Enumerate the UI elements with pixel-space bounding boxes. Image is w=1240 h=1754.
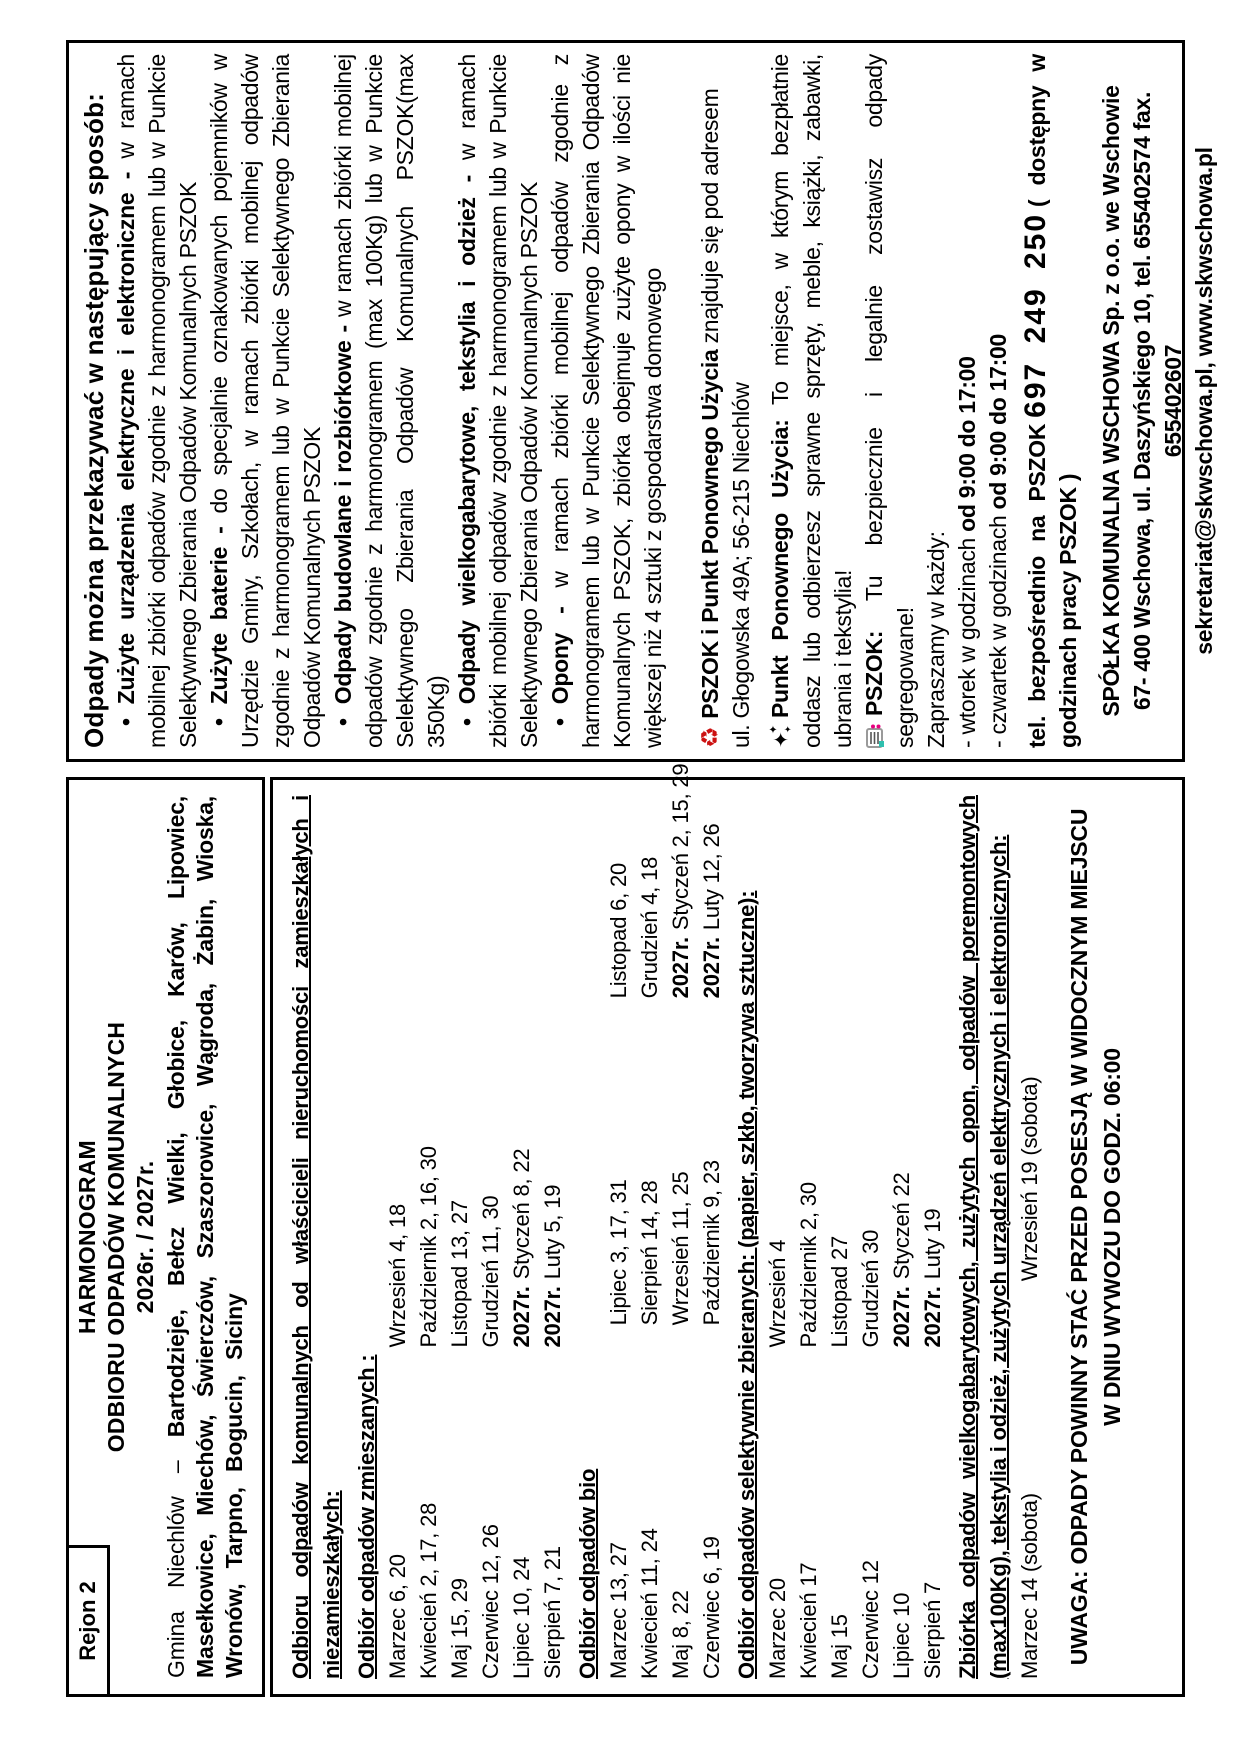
bullet-text: do specjalnie oznakowanych pojemników w Urzędzie Gminy, Szkołach, w ramach zbiórki mobilnej odpadów zgodnie z harmonogramem lub w Punkcie Selektywnego Zbierania Odpadów Komunalnych PSZOK — [206, 53, 325, 748]
dates: Styczeń 22 — [889, 1172, 914, 1280]
schedule-cell — [762, 795, 793, 1348]
hours-label: - czwartek w godzinach — [985, 509, 1011, 748]
schedule-cell — [537, 795, 568, 1348]
schedule-cell — [603, 795, 634, 998]
ppu-rest: To miejsce, w którym bezpłatnie oddasz lub odbierzesz sprawne sprzęty, meble, książki, zabawki, ubrania i tekstylia! — [767, 54, 856, 748]
bullet-item — [328, 54, 452, 748]
schedule-main-header-line2: niezamieszkałych: — [319, 1490, 344, 1679]
schedule-cell: Marzec 6, 20 — [385, 1554, 410, 1679]
schedule-cell — [382, 795, 413, 1348]
pszok-intro-rest: znajduje się pod adresem — [697, 88, 723, 350]
year-label: 2027r. — [699, 937, 724, 999]
section-header-selektywne: Odbiór odpadów selektywnie zbieranych: (papier, szkło, tworzywa sztuczne): — [734, 890, 759, 1679]
table-row — [634, 795, 665, 1679]
year-label: 2027r. — [509, 1286, 534, 1348]
sparkles-icon: ✦ ✦ ✦ — [767, 725, 794, 748]
table-row — [506, 795, 537, 1679]
section-header-bio: Odbiór odpadów bio — [575, 1468, 600, 1679]
schedule-main-header-line1: Odbioru odpadów komunalnych od właścicieli nieruchomości zamieszkałych i — [288, 795, 313, 1679]
phone-label: tel. bezpośrednio na PSZOK — [1024, 423, 1050, 748]
schedule-cell: Czerwiec 12 — [858, 1560, 883, 1679]
schedule-cell: Marzec 20 — [765, 1578, 790, 1679]
dates: Wrzesień 4, 18 — [385, 1203, 410, 1348]
bullet-lead: Odpady budowlane i rozbiórkowe - — [330, 325, 356, 705]
dates: Październik 2, 16, 30 — [416, 1146, 441, 1348]
schedule-cell: Wrzesień 11, 25 — [668, 1171, 693, 1326]
bullet-text: w ramach zbiórki mobilnej odpadów zgodnie z harmonogramem lub w Punkcie Selektywnego Zbierania Odpadów Komunalnych PSZOK — [454, 54, 542, 748]
schedule-cell: Kwiecień 17 — [796, 1562, 821, 1679]
hours-value: od 9:00 do 17:00 — [954, 356, 980, 532]
schedule-cell: Czerwiec 6, 19 — [699, 1536, 724, 1679]
title-line-3: 2026r. / 2027r. — [132, 1160, 158, 1314]
bullet-lead: Odpady wielkogabarytowe, tekstylia i odzież - — [454, 175, 480, 705]
title-line-1: HARMONOGRAM — [74, 1140, 100, 1334]
schedule-cell: Lipiec 3, 17, 31 — [606, 1179, 631, 1326]
dates: Grudzień 30 — [858, 1229, 883, 1348]
schedule-cell — [475, 795, 506, 1348]
table-row — [886, 795, 917, 1679]
company-contact: sekretariat@skwschowa.pl, www.skwschowa.pl — [1191, 147, 1217, 655]
table-row — [475, 795, 506, 1679]
bullet-lead: Zużyte baterie - — [206, 526, 232, 705]
ppu-description — [765, 54, 859, 748]
pszok-address-intro — [695, 54, 726, 748]
pszok-phone-line — [1020, 54, 1084, 748]
schedule-cell: Marzec 13, 27 — [606, 1542, 631, 1679]
schedule-cell: Czerwiec 12, 26 — [478, 1524, 503, 1679]
dates: Grudzień 4, 18 — [637, 856, 662, 999]
schedule-cell: Maj 8, 22 — [668, 1590, 693, 1679]
bullet-item — [452, 54, 545, 748]
recycle-icon: ♻ — [696, 726, 724, 748]
dates: Luty 12, 26 — [699, 823, 724, 931]
dates: Luty 5, 19 — [540, 1184, 565, 1280]
warning-line-1: UWAGA: ODPADY POWINNY STAĆ PRZED POSESJĄ W WIDOCZNYM MIEJSCU — [1066, 808, 1092, 1666]
schedule-cell: Maj 15, 29 — [447, 1578, 472, 1679]
info-box — [66, 40, 1217, 762]
title-line-2: ODBIORU ODPADÓW KOMUNALNYCH — [103, 1021, 129, 1453]
phone-number: 697 249 250 — [1019, 212, 1052, 418]
table-row — [382, 795, 413, 1679]
schedule-cell: Lipiec 10 — [889, 1592, 914, 1679]
schedule-cell: Kwiecień 2, 17, 28 — [416, 1502, 441, 1679]
dates: Wrzesień 19 (sobota) — [1017, 1076, 1042, 1282]
table-row — [603, 795, 634, 1679]
schedule-cell — [444, 795, 475, 1348]
warning-line-2: W DNIU WYWOZU DO GODZ. 06:00 — [1099, 1048, 1125, 1426]
dates: Grudzień 11, 30 — [478, 1195, 503, 1348]
hours-tuesday — [952, 54, 983, 748]
recycling-point-icon — [865, 724, 885, 748]
bullet-item — [111, 54, 204, 748]
hours-thursday — [983, 54, 1014, 748]
year-label: 2027r. — [668, 937, 693, 999]
bullet-icon: • — [113, 718, 139, 726]
schedule-cell — [917, 795, 948, 1348]
bullet-text: w ramach zbiórki mobilnej odpadów zgodnie z harmonogramem lub w Punkcie Selektywnego Zbierania Odpadów Komunalnych PSZOK, zbiórka obejmuje zużyte opony w ilości nie większej niż 4 sztuki z gospodarstwa domowego — [547, 54, 666, 748]
section-zmieszane — [382, 795, 568, 1679]
schedule-cell — [1014, 795, 1045, 1281]
company-name: SPÓŁKA KOMUNALNA WSCHOWA Sp. z o.o. we Wschowie — [1098, 85, 1124, 717]
gmina-prefix: Gmina Niechlów – — [163, 1460, 189, 1678]
pszok-intro-lead: PSZOK i Punkt Ponownego Użycia — [697, 349, 723, 719]
bullet-icon: • — [206, 718, 232, 726]
schedule-cell — [855, 795, 886, 1348]
bullet-text: w ramach zbiórki mobilnej odpadów zgodnie z harmonogramem (max 100Kg) lub w Punkcie Selektywnego Zbierania Odpadów Komunalnych PSZOK(max 350Kg) — [330, 54, 449, 748]
table-row — [696, 795, 727, 1679]
section-header-gabaryty-line1: Zbiórka odpadów wielkogabarytowych, zużytych opon, odpadów poremontowych — [955, 795, 980, 1679]
schedule-cell — [665, 764, 696, 999]
bullet-lead: Zużyte urządzenia elektryczne i elektroniczne - — [113, 171, 139, 705]
table-row — [917, 795, 948, 1679]
schedule-cell — [413, 795, 444, 1348]
pszok-description — [859, 54, 921, 748]
invite-line: Zapraszamy w każdy: — [923, 531, 949, 748]
schedule-cell: Sierpień 7, 21 — [540, 1546, 565, 1679]
dates: Listopad 6, 20 — [606, 862, 631, 999]
rejon-badge: Rejon 2 — [66, 1545, 110, 1697]
year-label: 2027r. — [920, 1286, 945, 1348]
dates: Październik 2, 30 — [796, 1182, 821, 1348]
company-address: 67- 400 Wschowa, ul. Daszyńskiego 10, tel. 655402574 fax. 655402607 — [1129, 91, 1186, 711]
schedule-cell: Październik 9, 23 — [699, 1160, 724, 1326]
table-row — [762, 795, 793, 1679]
hours-label: - wtorek w godzinach — [954, 531, 980, 748]
bullet-item — [545, 54, 669, 748]
table-row — [413, 795, 444, 1679]
bullet-icon: • — [454, 718, 480, 726]
gmina-village-list: Bartodzieje, Bełcz Wielki, Głobice, Karów, Lipowiec, Masełkowice, Miechów, Świerczów, Szaszorowice, Wągroda, Żabin, Wioska, Wronów, Tarpno, Bogucin, Siciny — [163, 796, 247, 1678]
bullet-icon: • — [330, 718, 356, 726]
table-row — [793, 795, 824, 1679]
section-gabaryty — [1014, 795, 1045, 1679]
table-row — [665, 763, 696, 1679]
schedule-box — [270, 763, 1185, 1697]
section-header-zmieszane: Odbiór odpadów zmieszanych : — [354, 1354, 379, 1679]
ppu-lead: Punkt Ponownego Użycia: — [767, 419, 793, 718]
dates: Styczeń 2, 15, 29 — [668, 763, 693, 931]
dates: Listopad 13, 27 — [447, 1200, 472, 1348]
info-header: Odpady można przekazywać w następujący sposób: — [79, 92, 109, 748]
dates: Listopad 27 — [827, 1235, 852, 1348]
schedule-cell — [824, 795, 855, 1348]
schedule-cell: Sierpień 7 — [920, 1581, 945, 1679]
schedule-cell: Maj 15 — [827, 1614, 852, 1679]
phone-note: ( dostępny w godzinach pracy PSZOK ) — [1024, 54, 1081, 748]
title-box — [66, 777, 265, 1697]
table-row — [444, 795, 475, 1679]
section-bio — [603, 763, 727, 1679]
gmina-villages-paragraph — [162, 796, 249, 1678]
schedule-cell: Sierpień 14, 28 — [637, 1180, 662, 1326]
year-label: 2027r. — [540, 1286, 565, 1348]
dates: Wrzesień 4 — [765, 1239, 790, 1348]
schedule-cell — [886, 795, 917, 1348]
table-row — [1014, 795, 1045, 1679]
pszok-lead: PSZOK: — [861, 630, 887, 716]
table-row — [855, 795, 886, 1679]
pszok-rest: Tu bezpiecznie i legalnie zostawisz odpady segregowane! — [861, 54, 918, 748]
schedule-cell — [634, 795, 665, 998]
section-selektywne — [762, 795, 948, 1679]
schedule-cell: Lipiec 10, 24 — [509, 1556, 534, 1679]
dates: Styczeń 8, 22 — [509, 1148, 534, 1280]
bullet-text: w ramach mobilnej zbiórki odpadów zgodnie z harmonogramem lub w Punkcie Selektywnego Zbierania Odpadów Komunalnych PSZOK — [113, 54, 201, 748]
bullet-item — [204, 54, 328, 748]
table-row — [537, 795, 568, 1679]
schedule-cell: Marzec 14 (sobota) — [1017, 1493, 1042, 1679]
schedule-cell — [696, 795, 727, 998]
schedule-cell — [793, 795, 824, 1348]
dates: Luty 19 — [920, 1208, 945, 1280]
bullet-icon: • — [547, 718, 573, 726]
schedule-cell: Kwiecień 11, 24 — [637, 1528, 662, 1679]
section-header-gabaryty-line2: (max100Kg), tekstylia i odzież, zużytych urządzeń elektrycznych i elektronicznych: — [986, 834, 1011, 1679]
year-label: 2027r. — [889, 1286, 914, 1348]
table-row — [824, 795, 855, 1679]
bullet-lead: Opony - — [547, 606, 573, 705]
schedule-cell — [506, 795, 537, 1348]
hours-value: od 9:00 do 17:00 — [985, 334, 1011, 510]
pszok-address: ul. Głogowska 49A; 56-215 Niechlów — [728, 382, 754, 748]
